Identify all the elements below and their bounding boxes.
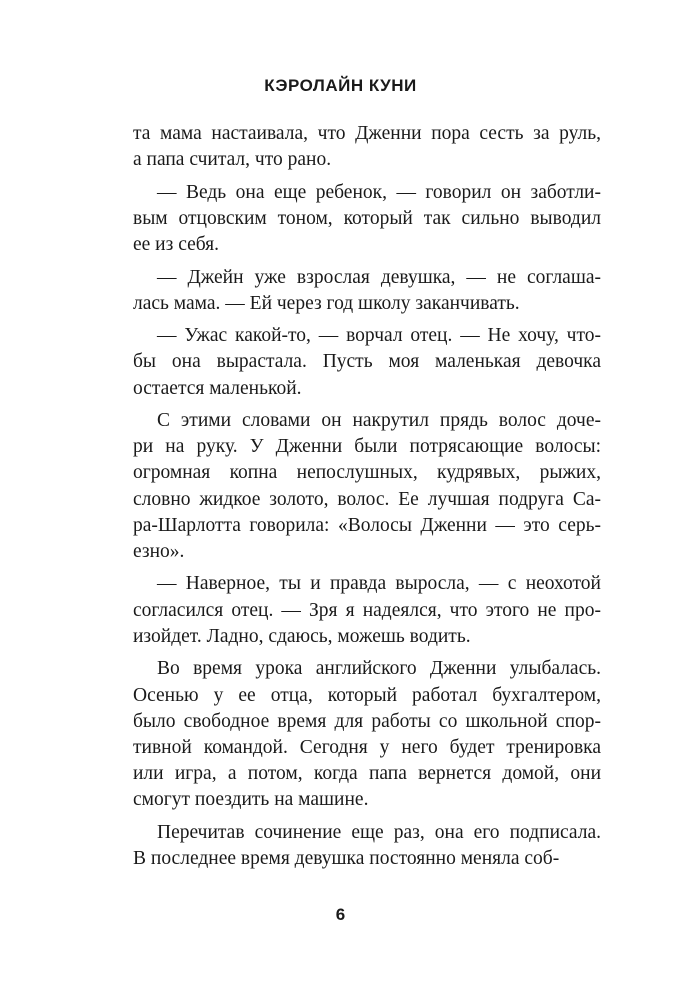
text-line: ра-Шарлотта говорила: «Волосы Дженни — это серь- — [133, 514, 601, 536]
text-line: огромная копна непослушных, кудрявых, рыжих, — [133, 462, 601, 484]
text-line: лась мама. — Ей через год школу заканчивать. — [133, 292, 520, 314]
text-line: — Ужас какой-то, — ворчал отец. — Не хочу, что- — [157, 325, 601, 347]
body-text — [133, 121, 601, 872]
text-line: В последнее время девушка постоянно меняла соб- — [133, 847, 560, 869]
paragraph — [133, 820, 601, 872]
text-line: согласился отец. — Зря я надеялся, что этого не про- — [133, 599, 601, 621]
text-line: вым отцовским тоном, который так сильно выводил — [133, 207, 601, 229]
paragraph — [133, 656, 601, 813]
paragraph — [133, 180, 601, 259]
text-line: или игра, а потом, когда папа вернется домой, они — [133, 763, 601, 785]
text-line: — Наверное, ты и правда выросла, — с неохотой — [157, 573, 601, 595]
text-line: езно». — [133, 541, 185, 562]
text-line: тивной командой. Сегодня у него будет тренировка — [133, 736, 601, 758]
text-line: бы она вырастала. Пусть моя маленькая девочка — [133, 351, 601, 373]
paragraph — [133, 121, 601, 173]
paragraph — [133, 323, 601, 402]
text-line: Осенью у ее отца, который работал бухгалтером, — [133, 684, 601, 706]
page-number: 6 — [335, 905, 346, 924]
text-line: ее из себя. — [133, 234, 220, 256]
text-line: та мама настаивала, что Дженни пора сесть за руль, — [133, 123, 601, 144]
text-line: Во время урока английского Дженни улыбалась. — [157, 658, 601, 680]
running-head-author: КЭРОЛАЙН КУНИ — [264, 76, 417, 95]
paragraph — [133, 408, 601, 565]
text-line: было свободное время для работы со школьной спор- — [133, 710, 601, 732]
paragraph — [133, 265, 601, 317]
text-line: изойдет. Ладно, сдаюсь, можешь водить. — [133, 625, 471, 647]
text-line: — Джейн уже взрослая девушка, — не соглаша- — [157, 266, 601, 288]
paragraph — [133, 571, 601, 650]
text-line: словно жидкое золото, волос. Ее лучшая подруга Са- — [133, 488, 601, 510]
text-line: Перечитав сочинение еще раз, она его подписала. — [157, 821, 601, 843]
text-line: — Ведь она еще ребенок, — говорил он заботли- — [157, 181, 601, 203]
text-line: остается маленькой. — [133, 377, 302, 399]
text-line: смогут поездить на машине. — [133, 789, 369, 811]
text-line: ри на руку. У Дженни были потрясающие волосы: — [133, 436, 601, 458]
text-line: а папа считал, что рано. — [133, 149, 332, 171]
text-line: С этими словами он накрутил прядь волос доче- — [157, 410, 601, 432]
